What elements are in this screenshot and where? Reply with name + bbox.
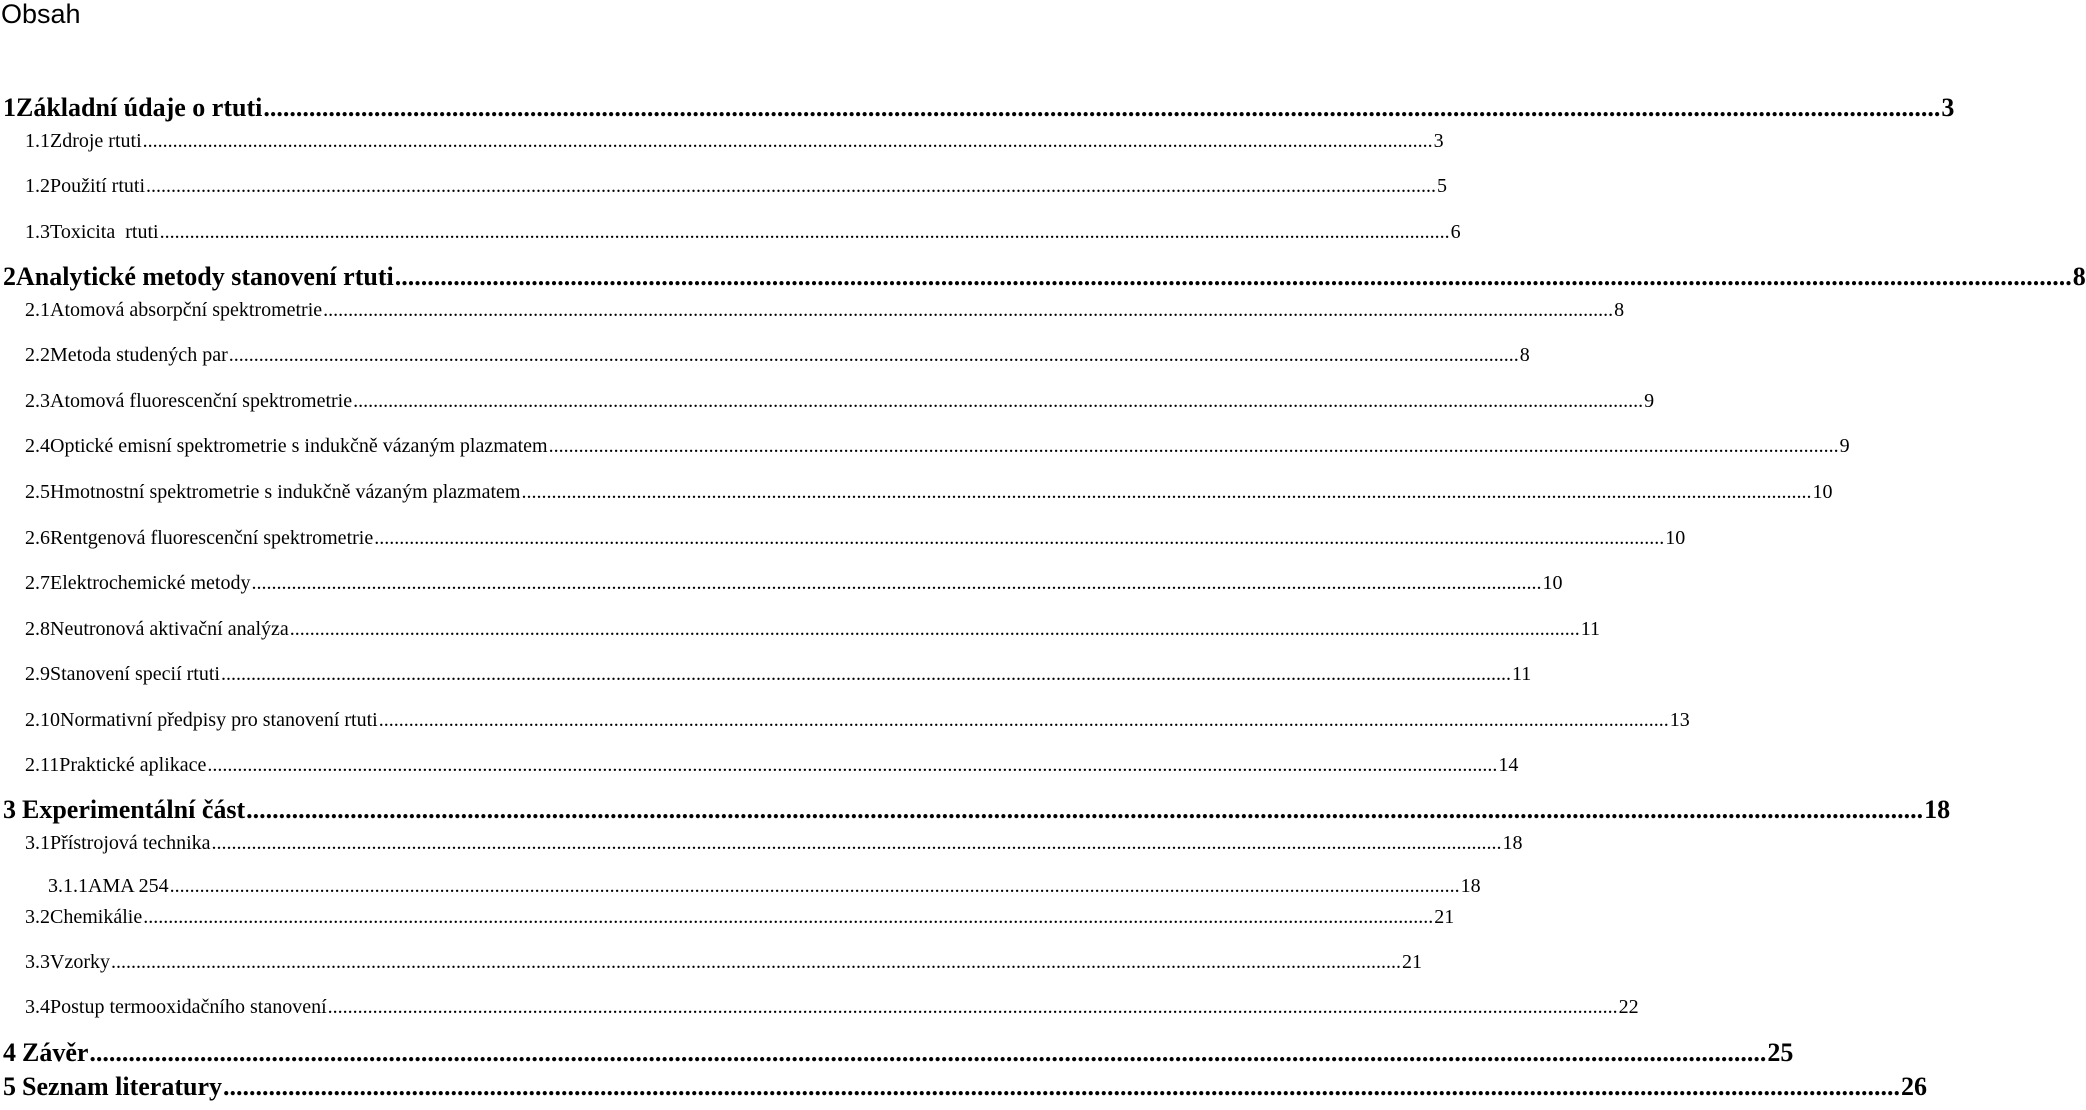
toc-entry-2-10[interactable]	[0, 709, 1690, 732]
toc-leader	[290, 618, 1580, 641]
toc-entry-2-2[interactable]	[0, 344, 1530, 367]
toc-entry-4[interactable]	[0, 1038, 1794, 1068]
toc-leader	[223, 1072, 1900, 1102]
toc-title: Experimentální část	[22, 795, 246, 824]
toc-leader	[323, 299, 1613, 322]
toc-title: Atomová fluorescenční spektrometrie	[50, 390, 353, 412]
toc-entry-5[interactable]	[0, 1072, 1928, 1102]
toc-title: Závěr	[22, 1038, 89, 1067]
toc-number: 3.2	[25, 906, 50, 928]
toc-number: 3.1.1	[48, 875, 88, 897]
toc-page: 10	[1542, 572, 1563, 594]
toc-title: Optické emisní spektrometrie s indukčně vázaným plazmatem	[50, 435, 548, 457]
toc-leader	[328, 996, 1618, 1019]
toc-page: 21	[1401, 951, 1422, 973]
toc-number: 4	[3, 1038, 16, 1067]
toc-leader	[212, 832, 1502, 855]
toc-entry-3[interactable]	[0, 795, 1951, 825]
toc-number: 2.11	[25, 754, 60, 776]
toc-title: Chemikálie	[50, 906, 143, 928]
toc-entry-1-2[interactable]	[0, 175, 1447, 198]
toc-page: 21	[1434, 906, 1455, 928]
toc-entry-2-1[interactable]	[0, 299, 1625, 322]
toc-entry-2[interactable]	[0, 262, 2086, 292]
toc-title: Přístrojová technika	[50, 832, 211, 854]
toc-number: 2.5	[25, 481, 50, 503]
toc-number: 1.2	[25, 175, 50, 197]
toc-leader	[89, 1038, 1766, 1068]
toc-number: 2.2	[25, 344, 50, 366]
toc-title: Vzorky	[50, 951, 110, 973]
toc-number: 5	[3, 1072, 16, 1101]
toc-number: 2.7	[25, 572, 50, 594]
toc-number: 2.9	[25, 663, 50, 685]
toc-number: 1	[3, 93, 16, 122]
toc-leader	[549, 435, 1839, 458]
toc-number: 3.3	[25, 951, 50, 973]
toc-leader	[146, 175, 1436, 198]
toc-leader	[143, 130, 1433, 153]
toc-page: 25	[1767, 1038, 1794, 1067]
toc-title: Toxicita rtuti	[50, 221, 159, 243]
toc-entry-2-9[interactable]	[0, 663, 1532, 686]
toc-page: 22	[1618, 996, 1639, 1018]
toc-title: Normativní předpisy pro stanovení rtuti	[60, 709, 378, 731]
toc-page: 6	[1450, 221, 1461, 243]
toc-page: 9	[1644, 390, 1655, 412]
toc-title: Atomová absorpční spektrometrie	[50, 299, 323, 321]
toc-page: 18	[1924, 795, 1951, 824]
toc-leader	[251, 572, 1541, 595]
toc-leader	[374, 527, 1664, 550]
toc-leader	[521, 481, 1811, 504]
toc-page: 8	[1519, 344, 1530, 366]
toc-page: 14	[1498, 754, 1519, 776]
toc-title: Rentgenová fluorescenční spektrometrie	[50, 527, 374, 549]
toc-title: Elektrochemické metody	[50, 572, 251, 594]
toc-entry-3-4[interactable]	[0, 996, 1639, 1019]
toc-number: 2.6	[25, 527, 50, 549]
toc-title: Postup termooxidačního stanovení	[50, 996, 327, 1018]
toc-page: 3	[1433, 130, 1444, 152]
toc-title: Neutronová aktivační analýza	[50, 618, 289, 640]
toc-entry-1-3[interactable]	[0, 221, 1461, 244]
toc-leader	[111, 951, 1401, 974]
toc-number: 2.1	[25, 299, 50, 321]
toc-page: 18	[1502, 832, 1523, 854]
toc-leader	[246, 795, 1923, 825]
toc-title: Použití rtuti	[50, 175, 145, 197]
toc-page: 26	[1901, 1072, 1928, 1101]
toc-page: 11	[1511, 663, 1532, 685]
toc-page: 10	[1812, 481, 1833, 503]
toc-page: 3	[1941, 93, 1955, 122]
toc-leader	[143, 906, 1433, 929]
toc-entry-2-4[interactable]	[0, 435, 1850, 458]
toc-title: Základní údaje o rtuti	[16, 93, 263, 122]
toc-page: 13	[1669, 709, 1690, 731]
toc-page: 8	[2072, 262, 2086, 291]
toc-entry-2-11[interactable]	[0, 754, 1519, 777]
toc-number: 2.4	[25, 435, 50, 457]
toc-page: 10	[1665, 527, 1686, 549]
toc-leader	[221, 663, 1511, 686]
toc-leader	[170, 875, 1460, 898]
toc-entry-1[interactable]	[0, 93, 1955, 123]
toc-number: 3	[3, 795, 16, 824]
toc-entry-2-8[interactable]	[0, 618, 1601, 641]
toc-leader	[229, 344, 1519, 367]
toc-title: Zdroje rtuti	[50, 130, 142, 152]
toc-entry-2-3[interactable]	[0, 390, 1655, 413]
toc-entry-1-1[interactable]	[0, 130, 1444, 153]
toc-entry-3-3[interactable]	[0, 951, 1422, 974]
toc-number: 2.3	[25, 390, 50, 412]
toc-leader	[353, 390, 1643, 413]
toc-entry-3-2[interactable]	[0, 906, 1455, 929]
toc-leader	[207, 754, 1497, 777]
toc-page: 8	[1614, 299, 1625, 321]
toc-entry-3-1[interactable]	[0, 832, 1523, 855]
toc-entry-2-6[interactable]	[0, 527, 1686, 550]
toc-title: Hmotnostní spektrometrie s indukčně vázaným plazmatem	[50, 481, 521, 503]
toc-entry-2-7[interactable]	[0, 572, 1563, 595]
toc-number: 2.10	[25, 709, 60, 731]
toc-number: 1.1	[25, 130, 50, 152]
toc-entry-2-5[interactable]	[0, 481, 1833, 504]
toc-leader	[379, 709, 1669, 732]
toc-page: 9	[1839, 435, 1850, 457]
toc-number: 1.3	[25, 221, 50, 243]
toc-title: Praktické aplikace	[59, 754, 207, 776]
toc-page: 5	[1437, 175, 1447, 197]
toc-number: 2	[3, 262, 16, 291]
toc-entry-3-1-1[interactable]	[0, 875, 1481, 898]
toc-number: 3.1	[25, 832, 50, 854]
toc-page: 11	[1580, 618, 1601, 640]
toc-leader	[160, 221, 1450, 244]
toc-number: 3.4	[25, 996, 50, 1018]
toc-title: Seznam literatury	[22, 1072, 223, 1101]
toc-leader	[395, 262, 2072, 292]
toc-page: 18	[1460, 875, 1481, 897]
toc-title: Stanovení specií rtuti	[50, 663, 220, 685]
toc-leader	[263, 93, 1940, 123]
toc-title: AMA 254	[88, 875, 169, 897]
toc-title: Metoda studených par	[50, 344, 228, 366]
page-title: Obsah	[1, 0, 81, 29]
toc-number: 2.8	[25, 618, 50, 640]
toc-title: Analytické metody stanovení rtuti	[16, 262, 394, 291]
